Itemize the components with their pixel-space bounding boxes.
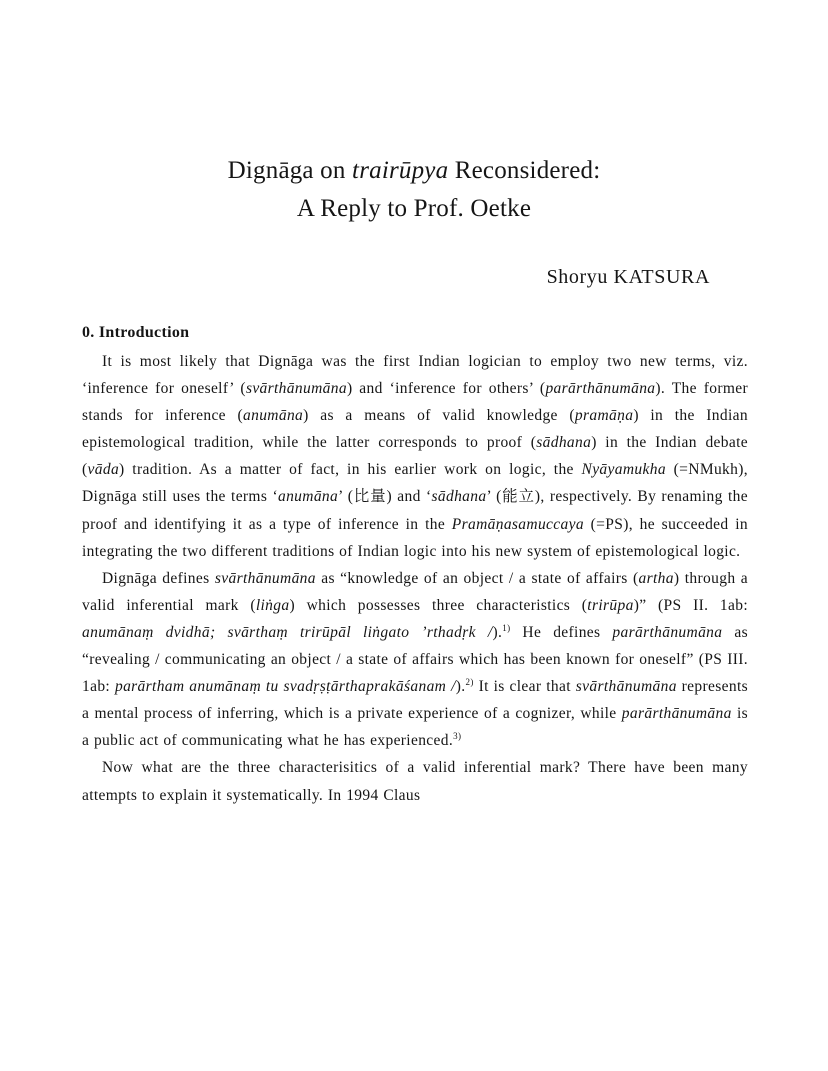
title-line-2: A Reply to Prof. Oetke <box>296 195 532 222</box>
italic-term: vāda <box>87 461 120 479</box>
text-run: (=PS), he succeeded in integrating the two different traditions of Indian logic into his new system of epistemological logic. <box>82 515 748 560</box>
paragraph <box>82 348 748 565</box>
italic-term: svārthānumāna <box>575 678 677 696</box>
text-run: as “knowledge of an object / a state of affairs ( <box>315 569 639 587</box>
text-run: It is most likely that Dignāga was the first Indian logician to employ two new terms, viz. ‘inference for oneself’ ( <box>82 353 748 398</box>
text-run: ) through a valid inferential mark ( <box>82 569 748 614</box>
text-run: ) as a means of valid knowledge ( <box>303 407 575 425</box>
footnote-ref: 2) <box>465 677 474 688</box>
text-run: ’ (能立), respectively. By renaming the proof and identifying it as a type of inference in the <box>82 488 748 533</box>
italic-term: trirūpa <box>587 596 634 614</box>
italic-term: sādhana <box>431 488 487 506</box>
paper-title <box>0 152 828 228</box>
paragraph <box>82 754 748 808</box>
text-run: ). <box>455 678 466 696</box>
italic-term: pramāṇa <box>574 407 634 425</box>
italic-term: anumāna <box>243 407 304 425</box>
footnote-ref: 1) <box>502 622 511 633</box>
italic-term: Nyāyamukha <box>581 461 666 479</box>
text-run: as “revealing / communicating an object / a state of affairs which has been known for oneself” (PS III. 1ab: <box>82 623 748 696</box>
title-line-1: Dignāga on trairūpya Reconsidered: <box>227 157 601 184</box>
text-run: ’ (比量) and ‘ <box>338 488 432 506</box>
italic-term: parārtham anumānaṃ tu svadṛṣṭārthaprakāśanam / <box>114 678 456 696</box>
italic-term: artha <box>638 569 674 587</box>
section-heading: 0. Introduction <box>82 324 190 341</box>
text-run: ). <box>492 623 503 641</box>
italic-term: anumāna <box>277 488 339 506</box>
italic-term: parārthānumāna <box>545 380 656 398</box>
text-run: (=NMukh), Dignāga still uses the terms ‘ <box>82 461 748 506</box>
text-run: )” (PS II. 1ab: <box>633 596 749 614</box>
text-run: represents a mental process of inferring, which is a private experience of a cognizer, while <box>82 678 749 723</box>
text-run: Now what are the three characterisitics of a valid inferential mark? There have been many attempts to explain it systematically. In 1994 Claus <box>82 759 748 804</box>
text-run: ). The former stands for inference ( <box>82 380 748 425</box>
text-run: It is clear that <box>473 678 576 696</box>
italic-term: anumānaṃ dvidhā; svārthaṃ trirūpāl liṅgato ’rthadṛk / <box>82 623 493 641</box>
title-italic-term: trairūpya <box>352 157 449 184</box>
text-run: ) in the Indian debate ( <box>82 434 748 479</box>
italic-term: svārthānumāna <box>245 380 347 398</box>
text-run: ) and ‘inference for others’ ( <box>346 380 546 398</box>
text-run: is a public act of communicating what he has experienced. <box>82 705 749 750</box>
italic-term: parārthānumāna <box>621 705 732 723</box>
italic-term: sādhana <box>536 434 592 452</box>
italic-term: svārthānumāna <box>214 569 316 587</box>
author-name: Shoryu KATSURA <box>546 266 710 288</box>
text-run: ) in the Indian epistemological tradition, while the latter corresponds to proof ( <box>82 407 748 452</box>
text-run: ) which possesses three characteristics ( <box>289 596 588 614</box>
text-run: He defines <box>510 623 613 641</box>
paragraph <box>82 565 748 755</box>
italic-term: parārthānumāna <box>612 623 723 641</box>
italic-term: liṅga <box>255 596 290 614</box>
text-run: ) tradition. As a matter of fact, in his earlier work on logic, the <box>119 461 582 479</box>
italic-term: Pramāṇasamuccaya <box>451 515 584 533</box>
body-text <box>82 348 748 809</box>
text-run: Dignāga defines <box>102 569 215 587</box>
footnote-ref: 3) <box>453 731 462 742</box>
